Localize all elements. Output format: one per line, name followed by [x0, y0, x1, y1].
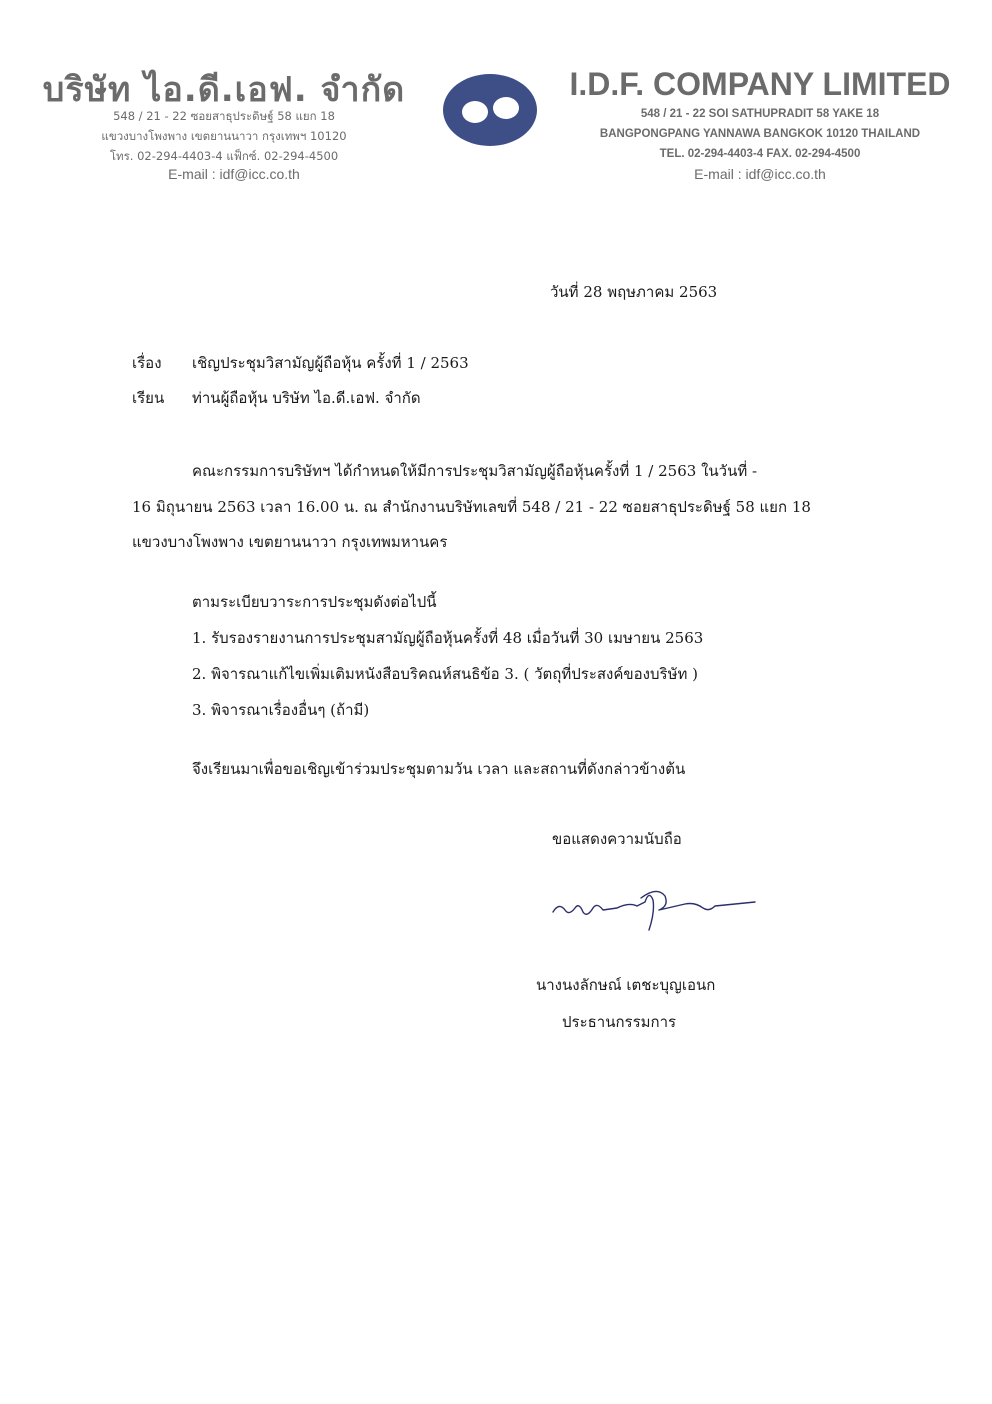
signer-name: นางนงลักษณ์ เตชะบุญเอนก [536, 976, 716, 994]
company-logo [440, 66, 540, 150]
company-email-english: E-mail : idf@icc.co.th [694, 166, 826, 182]
agenda-item: 2. พิจารณาแก้ไขเพิ่มเติมหนังสือบริคณห์สนธิข้อ 3. ( วัตถุที่ประสงค์ของบริษัท ) [192, 665, 698, 683]
subject-label: เรื่อง [132, 354, 162, 372]
letter-date: วันที่ 28 พฤษภาคม 2563 [550, 283, 718, 301]
closing-sentence: จึงเรียนมาเพื่อขอเชิญเข้าร่วมประชุมตามวัน เวลา และสถานที่ดังกล่าวข้างต้น [192, 760, 686, 778]
agenda-intro: ตามระเบียบวาระการประชุมดังต่อไปนี้ [192, 593, 437, 611]
company-address-english-line2: BANGPONGPANG YANNAWA BANGKOK 10120 THAILAND [599, 128, 921, 140]
subject-text: เชิญประชุมวิสามัญผู้ถือหุ้น ครั้งที่ 1 / 2563 [192, 354, 469, 372]
signature [545, 872, 765, 942]
body-paragraph-line1: คณะกรรมการบริษัทฯ ได้กำหนดให้มีการประชุมวิสามัญผู้ถือหุ้นครั้งที่ 1 / 2563 ในวันที่ - [192, 462, 758, 480]
body-paragraph-line3: แขวงบางโพงพาง เขตยานนาวา กรุงเทพมหานคร [132, 533, 448, 551]
signer-title: ประธานกรรมการ [562, 1013, 677, 1031]
company-phone-thai: โทร. 02-294-4403-4 แฟ็กซ์. 02-294-4500 [109, 149, 339, 163]
regards-text: ขอแสดงความนับถือ [552, 830, 682, 848]
company-email-thai: E-mail : idf@icc.co.th [168, 166, 300, 182]
body-paragraph-line2: 16 มิถุนายน 2563 เวลา 16.00 น. ณ สำนักงานบริษัทเลขที่ 548 / 21 - 22 ซอยสาธุประดิษฐ์ 58 แยก 18 [132, 498, 811, 516]
agenda-item: 1. รับรองรายงานการประชุมสามัญผู้ถือหุ้นครั้งที่ 48 เมื่อวันที่ 30 เมษายน 2563 [192, 629, 704, 647]
recipient-label: เรียน [132, 389, 165, 407]
company-name-thai: บริษัท ไอ.ดี.เอฟ. จำกัด [42, 70, 406, 110]
agenda-item: 3. พิจารณาเรื่องอื่นๆ (ถ้ามี) [192, 701, 370, 719]
company-address-thai-line1: 548 / 21 - 22 ซอยสาธุประดิษฐ์ 58 แยก 18 [113, 109, 335, 123]
recipient-text: ท่านผู้ถือหุ้น บริษัท ไอ.ดี.เอฟ. จำกัด [192, 389, 421, 407]
company-address-english-line1: 548 / 21 - 22 SOI SATHUPRADIT 58 YAKE 18 [640, 108, 880, 120]
company-name-english: I.D.F. COMPANY LIMITED [569, 66, 951, 102]
company-phone-english: TEL. 02-294-4403-4 FAX. 02-294-4500 [659, 148, 861, 160]
company-address-thai-line2: แขวงบางโพงพาง เขตยานนาวา กรุงเทพฯ 10120 [101, 129, 347, 143]
